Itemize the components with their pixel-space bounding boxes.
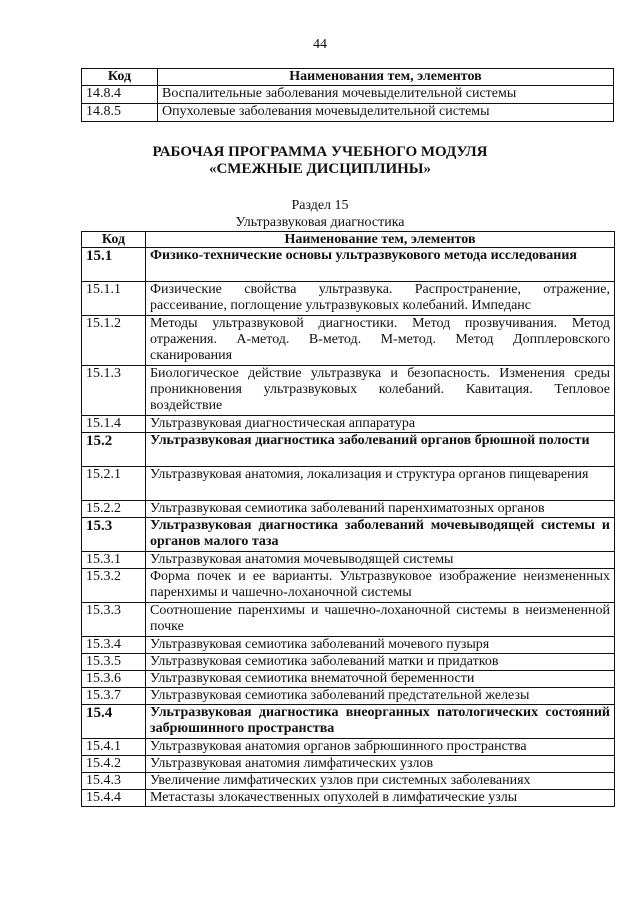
topic-name: Метастазы злокачественных опухолей в лимфатические узлы bbox=[146, 790, 615, 807]
topic-name: Увеличение лимфатических узлов при системных заболеваниях bbox=[146, 773, 615, 790]
column-header-code: Код bbox=[82, 232, 146, 248]
topic-name: Ультразвуковая анатомия, локализация и структура органов пищеварения bbox=[146, 467, 615, 501]
topic-name: Соотношение паренхимы и чашечно-лоханочной системы в неизмененной почке bbox=[146, 603, 615, 637]
topic-name: Ультразвуковая анатомия лимфатических узлов bbox=[146, 756, 615, 773]
table-header-row bbox=[82, 232, 615, 248]
continued-topics-table bbox=[81, 68, 614, 122]
topic-name: Ультразвуковая диагностическая аппаратура bbox=[146, 416, 615, 433]
topic-name: Ультразвуковая семиотика заболеваний матки и придатков bbox=[146, 654, 615, 671]
section-heading-row bbox=[82, 705, 615, 739]
topic-code: 15.2.1 bbox=[82, 467, 146, 501]
section-title: Ультразвуковая диагностика bbox=[235, 215, 405, 230]
module-title-line-1: РАБОЧАЯ ПРОГРАММА УЧЕБНОГО МОДУЛЯ bbox=[152, 144, 488, 160]
table-row bbox=[82, 86, 614, 104]
topic-name: Ультразвуковая анатомия мочевыводящей системы bbox=[146, 552, 615, 569]
table-row bbox=[82, 366, 615, 416]
column-header-name: Наименование тем, элементов bbox=[146, 232, 615, 248]
topic-code: 15.4.1 bbox=[82, 739, 146, 756]
table-row bbox=[82, 756, 615, 773]
topic-code: 15.4.2 bbox=[82, 756, 146, 773]
topic-code: 15.1 bbox=[82, 248, 146, 282]
section-heading-row bbox=[82, 248, 615, 282]
topic-code: 15.2.2 bbox=[82, 501, 146, 518]
table-row bbox=[82, 282, 615, 316]
topic-name: Ультразвуковая семиотика внематочной беременности bbox=[146, 671, 615, 688]
topic-code: 15.3.4 bbox=[82, 637, 146, 654]
table-row bbox=[82, 773, 615, 790]
topic-name: Ультразвуковая анатомия органов забрюшинного пространства bbox=[146, 739, 615, 756]
table-row bbox=[82, 552, 615, 569]
topic-code: 15.1.3 bbox=[82, 366, 146, 416]
section-heading-row bbox=[82, 518, 615, 552]
table-row bbox=[82, 416, 615, 433]
topic-name: Физические свойства ультразвука. Распространение, отражение, рассеивание, поглощение ультразвуковых колебаний. Импеданс bbox=[146, 282, 615, 316]
table-row bbox=[82, 603, 615, 637]
topic-code: 15.4 bbox=[82, 705, 146, 739]
topic-code: 15.3.6 bbox=[82, 671, 146, 688]
table-row bbox=[82, 569, 615, 603]
section-topics-table bbox=[81, 231, 615, 807]
topic-name: Ультразвуковая диагностика внеорганных патологических состояний забрюшинного пространства bbox=[146, 705, 615, 739]
column-header-code: Код bbox=[82, 69, 158, 86]
topic-name: Опухолевые заболевания мочевыделительной системы bbox=[158, 104, 614, 122]
topic-name: Ультразвуковая семиотика заболеваний мочевого пузыря bbox=[146, 637, 615, 654]
topic-code: 14.8.5 bbox=[82, 104, 158, 122]
topic-name: Ультразвуковая диагностика заболеваний органов брюшной полости bbox=[146, 433, 615, 467]
table-row bbox=[82, 790, 615, 807]
topic-name: Ультразвуковая семиотика заболеваний предстательной железы bbox=[146, 688, 615, 705]
table-row bbox=[82, 637, 615, 654]
section-topics-body bbox=[82, 248, 615, 807]
table-row bbox=[82, 671, 615, 688]
column-header-name: Наименования тем, элементов bbox=[158, 69, 614, 86]
topic-code: 15.3.7 bbox=[82, 688, 146, 705]
topic-code: 15.3.3 bbox=[82, 603, 146, 637]
page-number: 44 bbox=[313, 37, 327, 52]
topic-code: 15.1.2 bbox=[82, 316, 146, 366]
table-row bbox=[82, 654, 615, 671]
topic-code: 14.8.4 bbox=[82, 86, 158, 104]
topic-name: Воспалительные заболевания мочевыделительной системы bbox=[158, 86, 614, 104]
table-row bbox=[82, 104, 614, 122]
module-title bbox=[0, 144, 640, 178]
table-row bbox=[82, 467, 615, 501]
topic-code: 15.3.1 bbox=[82, 552, 146, 569]
table-header-row bbox=[82, 69, 614, 86]
topic-code: 15.3 bbox=[82, 518, 146, 552]
topic-code: 15.3.2 bbox=[82, 569, 146, 603]
topic-code: 15.1.1 bbox=[82, 282, 146, 316]
topic-code: 15.4.3 bbox=[82, 773, 146, 790]
topic-code: 15.1.4 bbox=[82, 416, 146, 433]
topic-name: Ультразвуковая диагностика заболеваний мочевыводящей системы и органов малого таза bbox=[146, 518, 615, 552]
topic-name: Биологическое действие ультразвука и безопасность. Изменения среды проникновения ультразвуковых колебаний. Кавитация. Тепловое воздействие bbox=[146, 366, 615, 416]
table-row bbox=[82, 739, 615, 756]
topic-code: 15.3.5 bbox=[82, 654, 146, 671]
section-number: Раздел 15 bbox=[291, 198, 349, 213]
module-title-line-2: «СМЕЖНЫЕ ДИСЦИПЛИНЫ» bbox=[208, 161, 432, 177]
topic-name: Физико-технические основы ультразвукового метода исследования bbox=[146, 248, 615, 282]
table-row bbox=[82, 316, 615, 366]
topic-name: Форма почек и ее варианты. Ультразвуковое изображение неизмененных паренхимы и чашечно-лоханочной системы bbox=[146, 569, 615, 603]
topic-code: 15.4.4 bbox=[82, 790, 146, 807]
topic-name: Ультразвуковая семиотика заболеваний паренхиматозных органов bbox=[146, 501, 615, 518]
table-row bbox=[82, 501, 615, 518]
section-heading-row bbox=[82, 433, 615, 467]
topic-code: 15.2 bbox=[82, 433, 146, 467]
topic-name: Методы ультразвуковой диагностики. Метод прозвучивания. Метод отражения. А-метод. В-метод. М-метод. Метод Допплеровского сканирования bbox=[146, 316, 615, 366]
table-row bbox=[82, 688, 615, 705]
